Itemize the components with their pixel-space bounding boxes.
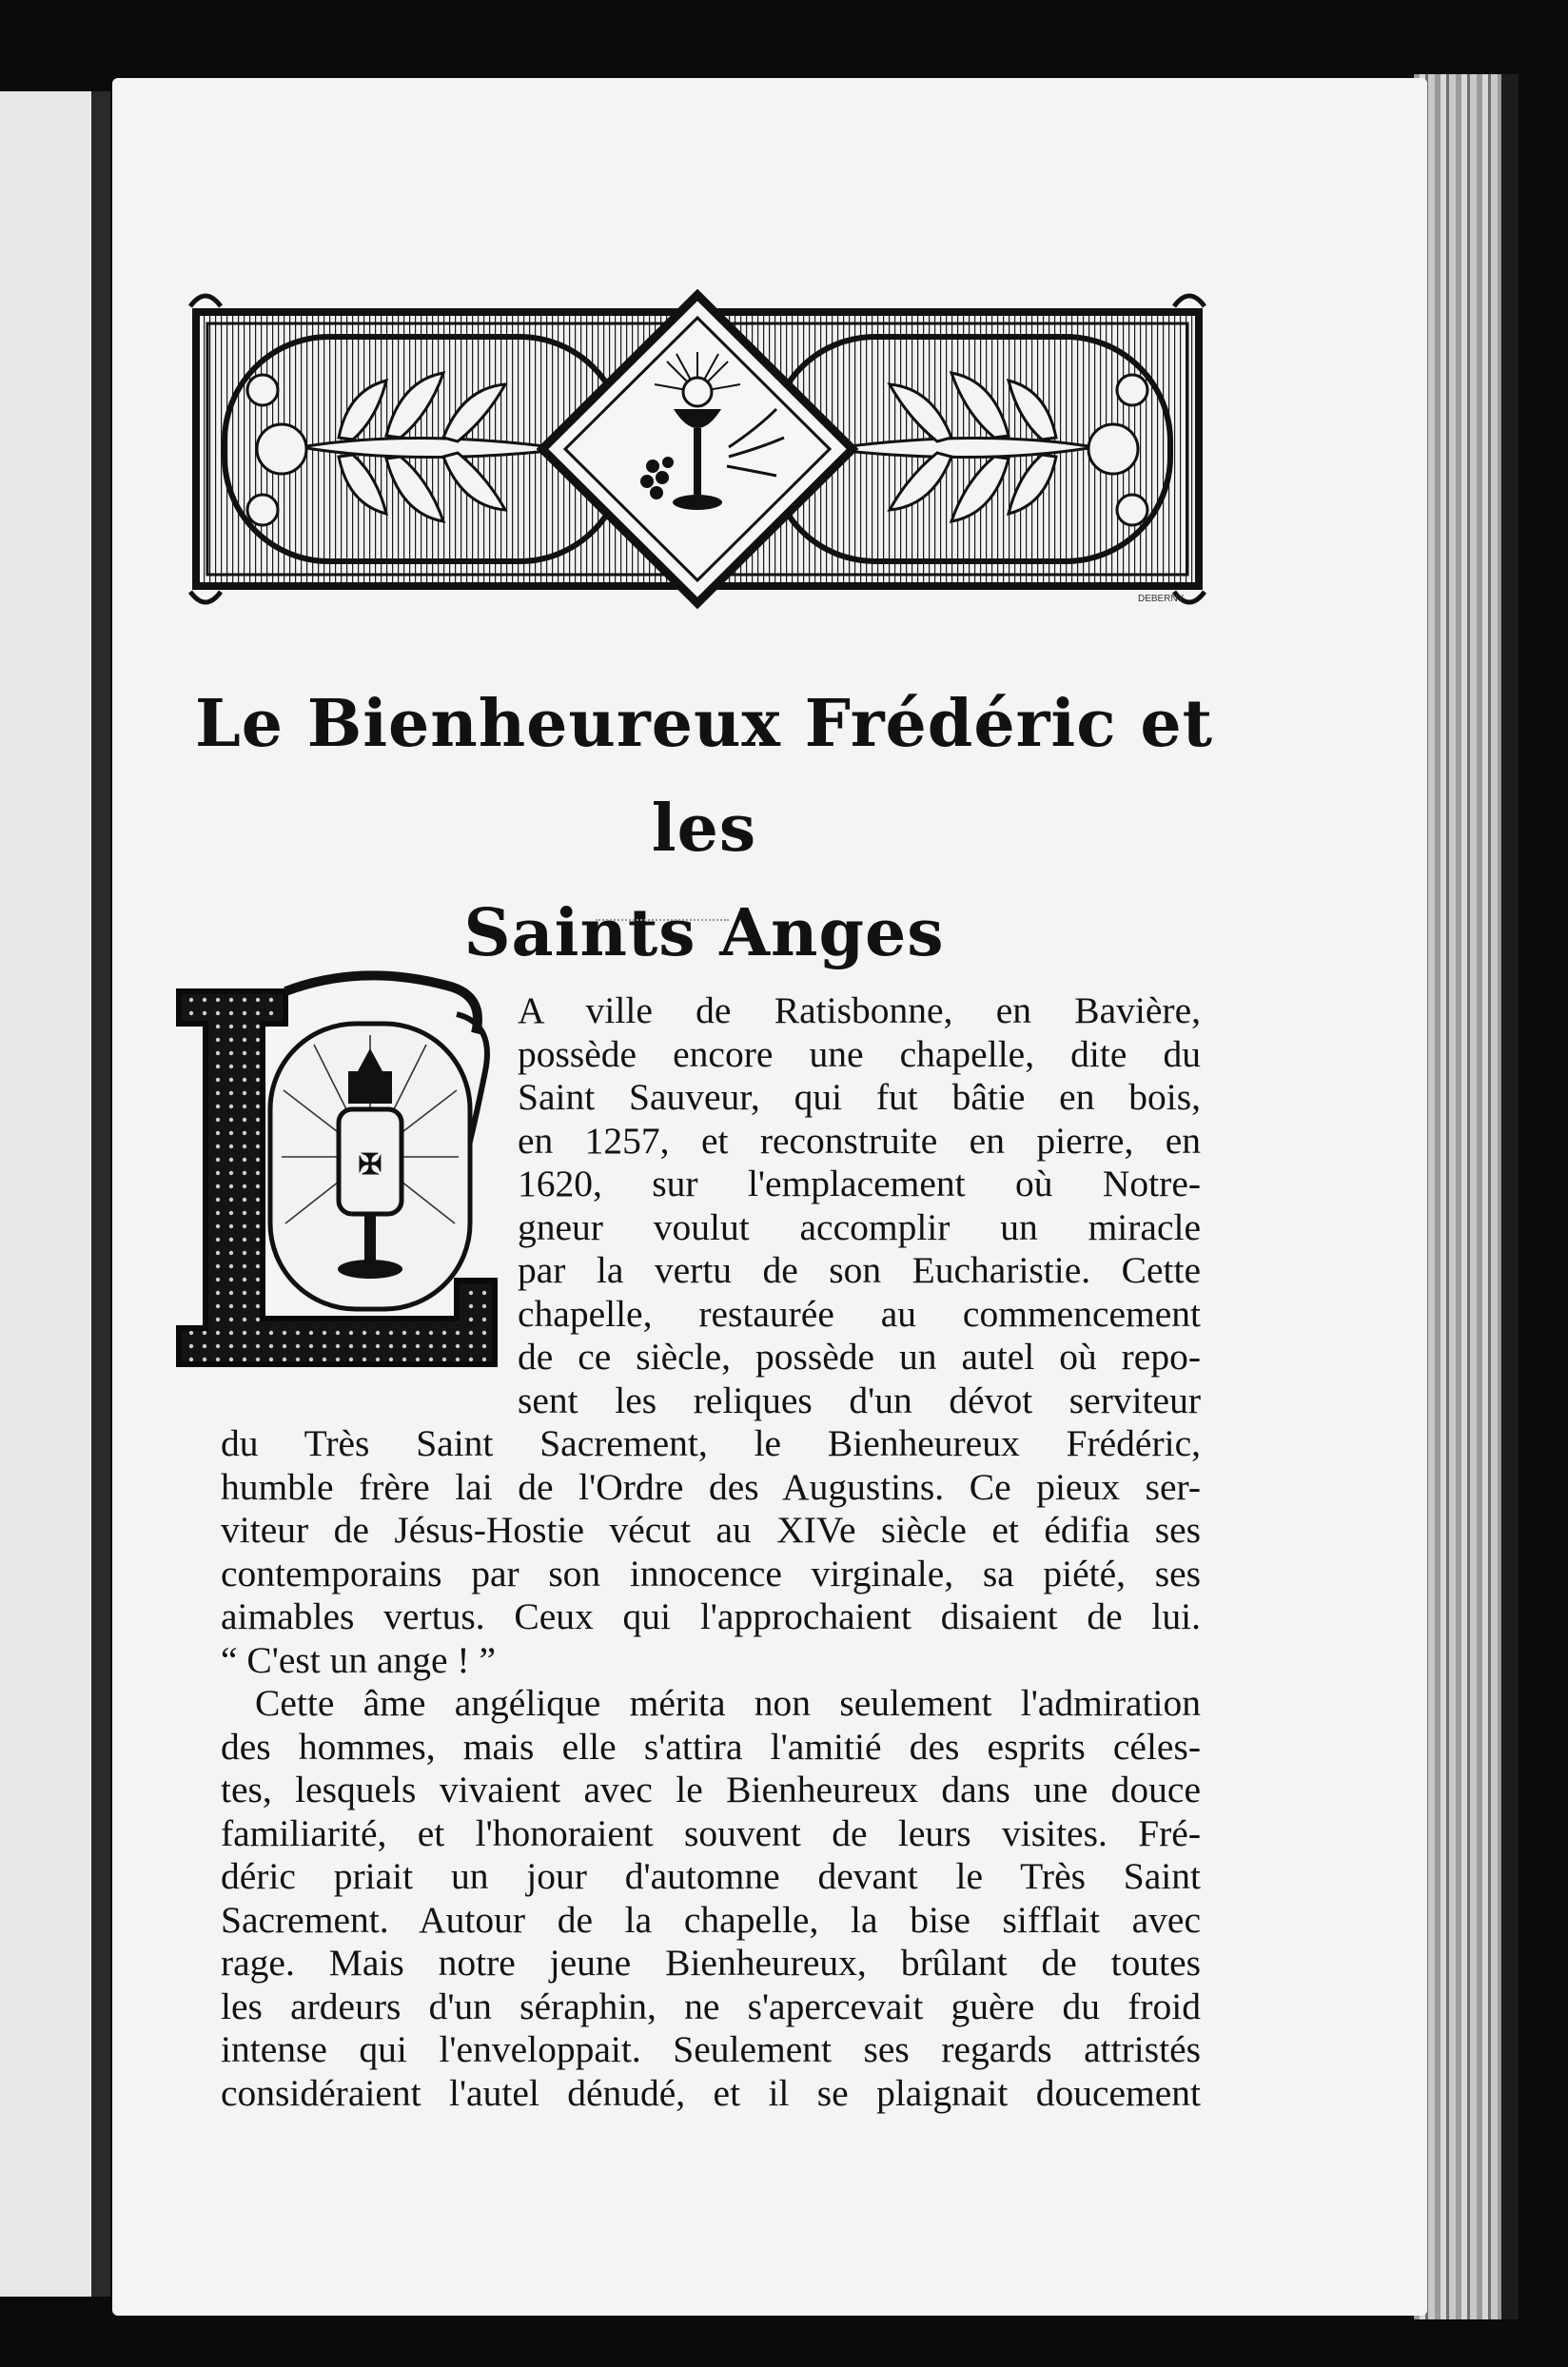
paragraph-1-full-lines: [221, 1422, 1201, 1682]
text-line: des hommes, mais elle s'attira l'amitié des esprits céles-: [221, 1725, 1201, 1768]
chapter-title: [171, 672, 1237, 986]
text-line: par la vertu de son Eucharistie. Cette: [518, 1249, 1201, 1291]
title-divider: [596, 919, 729, 921]
text-line: familiarité, et l'honoraient souvent de leurs visites. Fré-: [221, 1811, 1201, 1854]
text-line: intense qui l'enveloppait. Seulement ses regards attristés: [221, 2028, 1201, 2070]
text-line: chapelle, restaurée au commencement: [518, 1292, 1201, 1335]
chapter-title-line2: Saints Anges: [463, 895, 945, 971]
text-line: contemporains par son innocence virginale, sa piété, ses: [221, 1552, 1201, 1594]
text-line: du Très Saint Sacrement, le Bienheureux Frédéric,: [221, 1422, 1201, 1464]
text-line: les ardeurs d'un séraphin, ne s'apercevait guère du froid: [221, 1985, 1201, 2027]
text-line: considéraient l'autel dénudé, et il se plaignait doucement: [221, 2071, 1201, 2114]
book-gutter: [91, 91, 110, 2297]
text-line: rage. Mais notre jeune Bienheureux, brûlant de toutes: [221, 1942, 1201, 1984]
ornament-header-icon: [186, 285, 1208, 609]
paragraph-1-dropcap-lines: [221, 989, 1201, 1422]
text-line: Sacrement. Autour de la chapelle, la bise sifflait avec: [221, 1898, 1201, 1941]
text-line: en 1257, et reconstruite en pierre, en: [518, 1119, 1201, 1162]
text-line: de ce siècle, possède un autel où repo-: [518, 1336, 1201, 1378]
text-line: Saint Sauveur, qui fut bâtie en bois,: [518, 1076, 1201, 1118]
text-line: viteur de Jésus-Hostie vécut au XIVe siècle et édifia ses: [221, 1509, 1201, 1551]
text-line: A ville de Ratisbonne, en Bavière,: [518, 989, 1201, 1031]
text-line: possède encore une chapelle, dite du: [518, 1032, 1201, 1075]
text-line: déric priait un jour d'automne devant le Très Saint: [221, 1855, 1201, 1897]
text-line: humble frère lai de l'Ordre des Augustins. Ce pieux ser-: [221, 1465, 1201, 1508]
svg-text:DEBERNY: DEBERNY: [1138, 594, 1185, 604]
text-line: Cette âme angélique mérita non seulement l'admiration: [255, 1682, 1201, 1724]
text-line: gneur voulut accomplir un miracle: [518, 1205, 1201, 1248]
body-text: [221, 989, 1201, 2115]
text-line: 1620, sur l'emplacement où Notre-: [518, 1163, 1201, 1204]
text-line: “ C'est un ange ! ”: [221, 1638, 496, 1681]
text-line: sent les reliques d'un dévot serviteur: [518, 1379, 1201, 1421]
text-line: aimables vertus. Ceux qui l'approchaient disaient de lui.: [221, 1595, 1201, 1637]
page-stack-edges: [1414, 74, 1519, 2319]
text-line: tes, lesquels vivaient avec le Bienheureux dans une douce: [221, 1769, 1201, 1810]
chapter-title-line1: Le Bienheureux Frédéric et les: [194, 686, 1214, 867]
left-page-edge: [0, 91, 97, 2297]
paragraph-2: [221, 1682, 1201, 2115]
svg-text:✠: ✠: [358, 1148, 382, 1182]
